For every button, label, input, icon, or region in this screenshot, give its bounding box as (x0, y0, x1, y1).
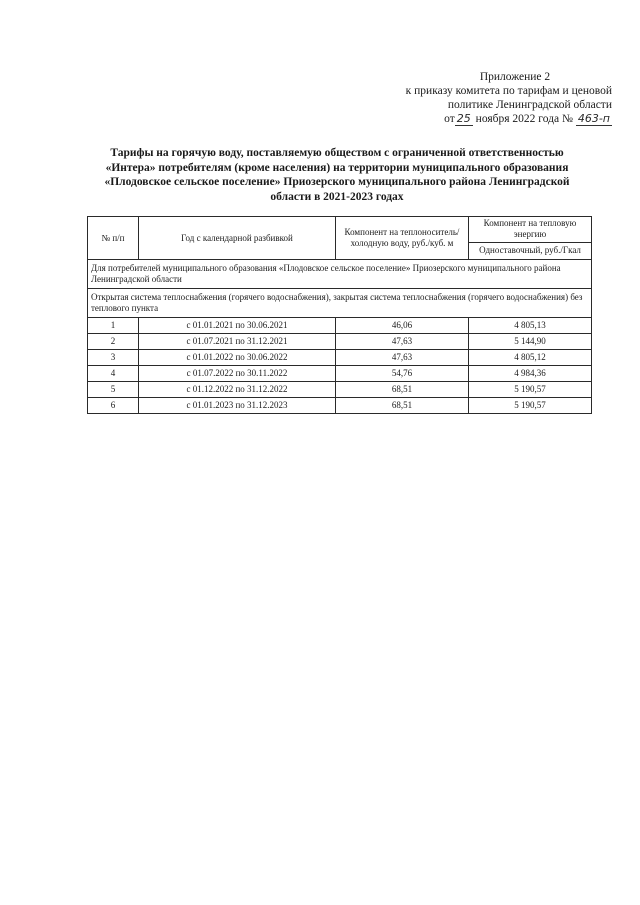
annex-order-line: к приказу комитета по тарифам и ценовой (405, 85, 612, 97)
system-group-cell: Открытая система теплоснабжения (горячего водоснабжения), закрытая система теплоснабжения (горячего водоснабжения) без теплового пункта (88, 289, 592, 318)
row-carrier-cell: 68,51 (336, 382, 469, 398)
header-energy-sub: Одноставочный, руб./Гкал (469, 242, 592, 259)
row-period-cell: с 01.01.2023 по 31.12.2023 (139, 398, 336, 414)
annex-day-handwritten: 25 (456, 112, 471, 125)
header-carrier: Компонент на теплоноситель/ холодную воду, руб./куб. м (336, 217, 469, 260)
document-title (88, 146, 586, 204)
row-carrier-cell: 47,63 (336, 334, 469, 350)
annex-title: Приложение 2 (479, 71, 551, 83)
row-num-cell: 4 (88, 366, 139, 382)
row-num-cell: 1 (88, 318, 139, 334)
annex-date-prefix: от (444, 113, 455, 125)
row-carrier-cell: 68,51 (336, 398, 469, 414)
row-num-cell: 6 (88, 398, 139, 414)
consumer-group-cell: Для потребителей муниципального образования «Плодовское сельское поселение» Приозерского муниципального района Ленинградской области (88, 260, 592, 289)
header-energy: Компонент на тепловую энергию (469, 217, 592, 243)
table-row (88, 350, 592, 366)
annex-date-line (330, 112, 612, 126)
title-line-2: «Интера» потребителям (кроме населения) на территории муниципального образования (105, 161, 569, 174)
title-line-1: Тарифы на горячую воду, поставляемую обществом с ограниченной ответственностью (110, 147, 564, 159)
title-line-3: «Плодовское сельское поселение» Приозерского муниципального района Ленинградской (104, 176, 570, 188)
tariff-table (87, 216, 592, 414)
row-energy-cell: 5 190,57 (469, 398, 592, 414)
row-period-cell: с 01.01.2021 по 30.06.2021 (139, 318, 336, 334)
row-num-cell: 3 (88, 350, 139, 366)
annex-number-handwritten: 463-п (577, 112, 610, 125)
header-num: № п/п (88, 217, 139, 260)
row-energy-cell: 4 805,12 (469, 350, 592, 366)
table-row (88, 334, 592, 350)
table-header-row (88, 217, 592, 243)
row-carrier-cell: 47,63 (336, 350, 469, 366)
row-energy-cell: 4 984,36 (469, 366, 592, 382)
row-energy-cell: 5 144,90 (469, 334, 592, 350)
row-energy-cell: 4 805,13 (469, 318, 592, 334)
annex-header (330, 70, 612, 126)
row-period-cell: с 01.07.2022 по 30.11.2022 (139, 366, 336, 382)
row-energy-cell: 5 190,57 (469, 382, 592, 398)
row-carrier-cell: 54,76 (336, 366, 469, 382)
table-row (88, 382, 592, 398)
table-row (88, 318, 592, 334)
row-num-cell: 5 (88, 382, 139, 398)
row-num-cell: 2 (88, 334, 139, 350)
consumer-group-row (88, 260, 592, 289)
annex-date-middle: ноября 2022 года № (475, 113, 573, 125)
row-carrier-cell: 46,06 (336, 318, 469, 334)
system-group-row (88, 289, 592, 318)
title-line-4: области в 2021-2023 годах (270, 190, 404, 203)
header-period: Год с календарной разбивкой (139, 217, 336, 260)
row-period-cell: с 01.12.2022 по 31.12.2022 (139, 382, 336, 398)
annex-committee-line: политике Ленинградской области (447, 99, 612, 111)
table-row (88, 398, 592, 414)
row-period-cell: с 01.01.2022 по 30.06.2022 (139, 350, 336, 366)
row-period-cell: с 01.07.2021 по 31.12.2021 (139, 334, 336, 350)
table-row (88, 366, 592, 382)
